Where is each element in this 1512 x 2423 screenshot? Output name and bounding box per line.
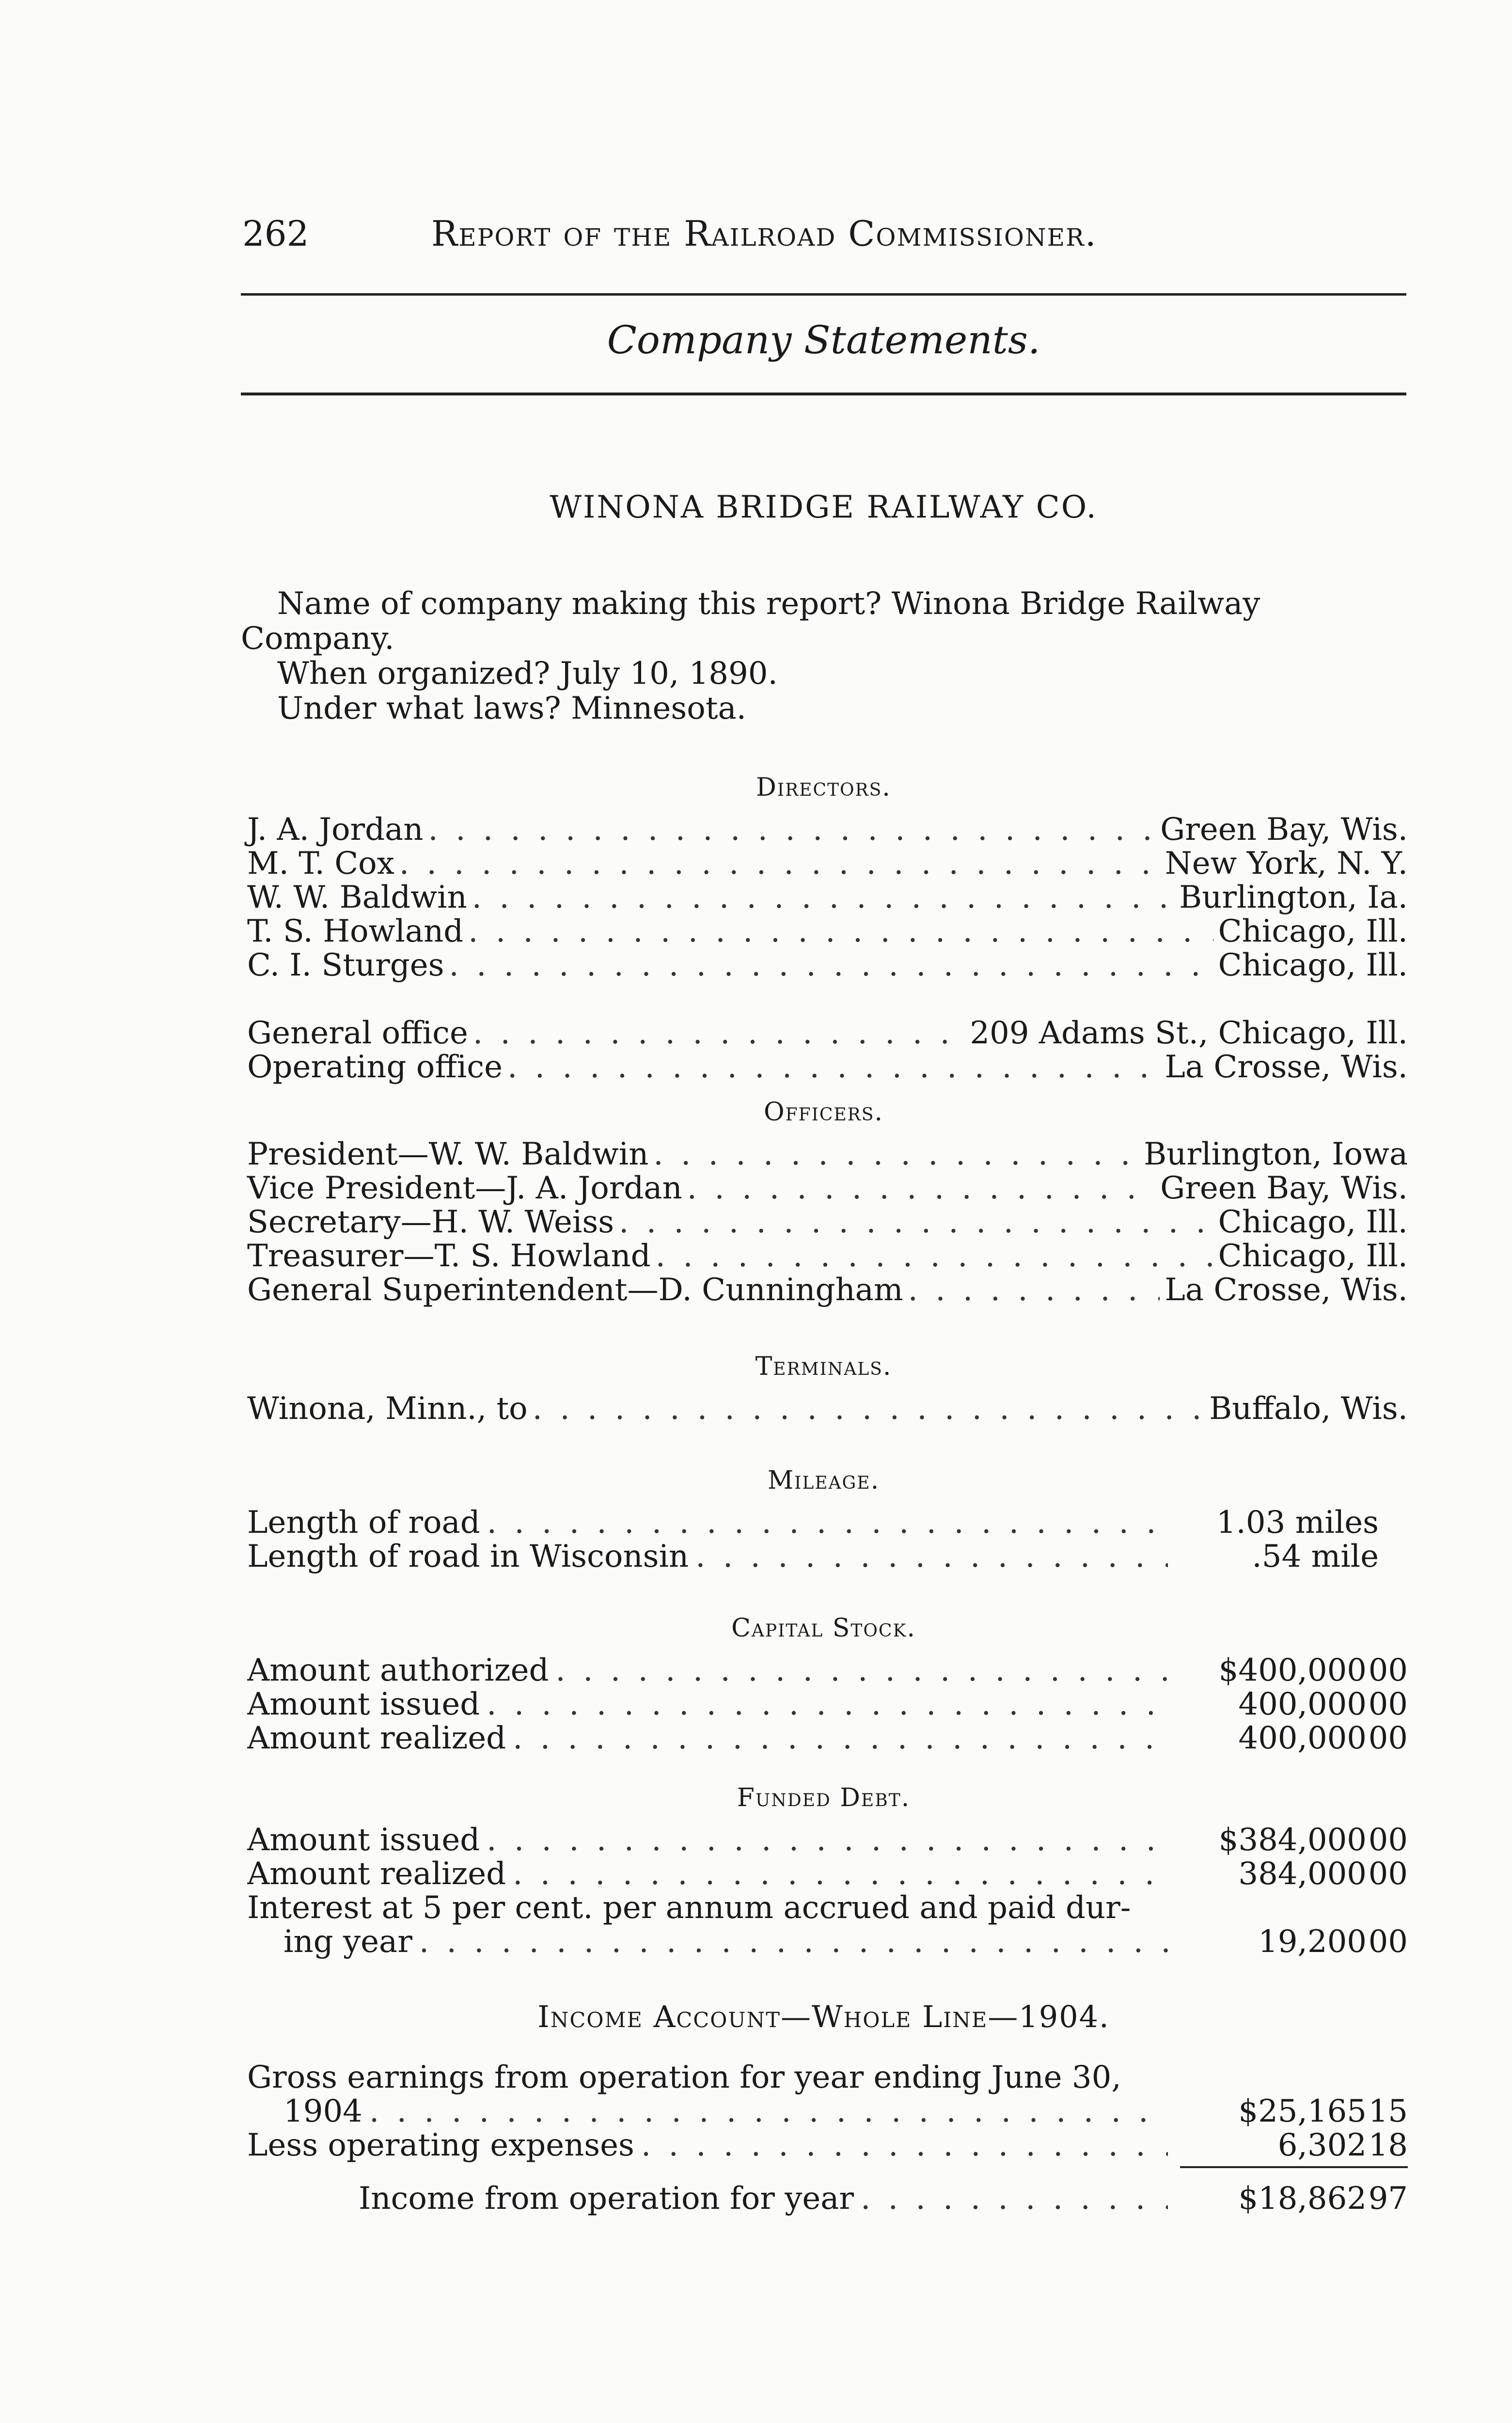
amount-label: Amount realized (247, 1720, 506, 1756)
capital-stock-row (247, 1720, 1408, 1754)
officer-row (247, 1136, 1408, 1170)
amount-cents: 00 (1368, 1652, 1408, 1688)
officer-title: General Superintendent—D. Cunningham (247, 1272, 903, 1308)
dot-leader (653, 1136, 1139, 1172)
amount-cents: 00 (1368, 1686, 1408, 1722)
report-title: Report of the Railroad Commissioner. (431, 213, 1097, 254)
capital-stock-row (247, 1652, 1408, 1686)
mileage-row (247, 1539, 1408, 1573)
dot-leader (908, 1272, 1160, 1308)
capital-stock-row (247, 1686, 1408, 1720)
officer-row (247, 1272, 1408, 1306)
terminal-to: Buffalo, Wis. (1209, 1391, 1408, 1427)
capital-stock-heading: Capital Stock. (731, 1614, 916, 1643)
amount-cents: 18 (1368, 2127, 1408, 2163)
amount-cents: 00 (1368, 1822, 1408, 1858)
intro-organized: When organized? July 10, 1890. (277, 656, 778, 692)
gross-earnings-row (247, 2093, 1408, 2127)
intro-laws: Under what laws? Minnesota. (277, 691, 746, 726)
dot-leader (513, 1720, 1168, 1756)
dot-leader (513, 1856, 1168, 1892)
intro-block (241, 586, 1406, 726)
director-row (247, 846, 1408, 880)
interest-line: Interest at 5 per cent. per annum accrued and paid dur- (247, 1890, 1131, 1926)
terminal-from: Winona, Minn., to (247, 1391, 528, 1427)
office-place: 209 Adams St., Chicago, Ill. (970, 1015, 1408, 1051)
dot-leader (468, 913, 1213, 949)
income-total-label: Income from operation for year (359, 2181, 854, 2217)
officer-place: Green Bay, Wis. (1160, 1170, 1408, 1206)
director-row (247, 812, 1408, 846)
directors-heading: Directors. (756, 773, 891, 802)
dot-leader (369, 2093, 1168, 2129)
director-row (247, 947, 1408, 981)
amount-dollars: 19,200 (1258, 1924, 1367, 1960)
dot-leader (695, 1539, 1168, 1574)
terminals-row (247, 1391, 1408, 1425)
dot-leader (487, 1686, 1168, 1722)
expenses-label: Less operating expenses (247, 2127, 634, 2163)
director-name: C. I. Sturges (247, 947, 444, 983)
gross-earnings-year: 1904 (284, 2093, 362, 2129)
mileage-value: 1.03 miles (1216, 1505, 1379, 1541)
total-rule (1180, 2166, 1408, 2168)
header-rule-top (241, 293, 1406, 296)
office-row (247, 1015, 1408, 1049)
operating-expenses-row (247, 2127, 1408, 2161)
amount-dollars: $400,000 (1218, 1652, 1367, 1688)
amount-cents: 97 (1368, 2181, 1408, 2217)
officer-title: Treasurer—T. S. Howland (247, 1238, 651, 1274)
gross-earnings-line: Gross earnings from operation for year ending June 30, (247, 2060, 1121, 2095)
director-place: Green Bay, Wis. (1160, 812, 1408, 848)
interest-row (247, 1924, 1408, 1958)
dot-leader (641, 2127, 1168, 2163)
dot-leader (507, 1049, 1160, 1085)
office-label: Operating office (247, 1049, 503, 1085)
running-header (242, 204, 1405, 257)
dot-leader (487, 1822, 1168, 1858)
director-name: M. T. Cox (247, 846, 394, 881)
funded-debt-row (247, 1822, 1408, 1856)
officer-row (247, 1204, 1408, 1238)
mileage-row (247, 1505, 1408, 1539)
intro-question-name: Name of company making this report? Winona Bridge Railway (277, 586, 1260, 622)
amount-dollars: $384,000 (1218, 1822, 1367, 1858)
amount-cents: 00 (1368, 1856, 1408, 1892)
page-number: 262 (242, 213, 309, 254)
amount-label: Amount authorized (247, 1652, 549, 1688)
director-name: W. W. Baldwin (247, 880, 467, 915)
officer-place: La Crosse, Wis. (1165, 1272, 1408, 1308)
amount-dollars: 400,000 (1238, 1686, 1367, 1722)
interest-label-cont: ing year (284, 1924, 412, 1960)
dot-leader (555, 1652, 1168, 1688)
dot-leader (473, 1015, 965, 1051)
office-label: General office (247, 1015, 468, 1051)
dot-leader (619, 1204, 1213, 1240)
officer-place: Burlington, Iowa (1144, 1136, 1408, 1172)
dot-leader (861, 2181, 1168, 2217)
intro-question-name-cont: Company. (241, 621, 394, 657)
officers-heading: Officers. (764, 1098, 883, 1127)
dot-leader (428, 812, 1155, 848)
dot-leader (419, 1924, 1168, 1960)
amount-cents: 15 (1368, 2093, 1408, 2129)
amount-label: Amount issued (247, 1822, 480, 1858)
dot-leader (472, 880, 1174, 915)
amount-dollars: $25,165 (1238, 2093, 1367, 2129)
terminals-heading: Terminals. (755, 1352, 892, 1381)
office-row (247, 1049, 1408, 1083)
income-total-row (247, 2181, 1408, 2215)
mileage-value: .54 mile (1252, 1539, 1379, 1574)
amount-label: Amount realized (247, 1856, 506, 1892)
office-place: La Crosse, Wis. (1165, 1049, 1408, 1085)
director-place: New York, N. Y. (1165, 846, 1408, 881)
amount-dollars: 400,000 (1238, 1720, 1367, 1756)
mileage-label: Length of road (247, 1505, 480, 1541)
mileage-heading: Mileage. (767, 1466, 880, 1495)
officer-row (247, 1238, 1408, 1272)
amount-dollars: 6,302 (1277, 2127, 1367, 2163)
header-rule-bottom (241, 393, 1406, 395)
officer-title: Secretary—H. W. Weiss (247, 1204, 614, 1240)
director-row (247, 880, 1408, 913)
officer-row (247, 1170, 1408, 1204)
amount-cents: 00 (1368, 1720, 1408, 1756)
income-heading: Income Account—Whole Line—1904. (537, 1999, 1110, 2034)
director-row (247, 913, 1408, 947)
funded-debt-heading: Funded Debt. (737, 1783, 911, 1812)
mileage-label: Length of road in Wisconsin (247, 1539, 689, 1574)
amount-cents: 00 (1368, 1924, 1408, 1960)
dot-leader (487, 1505, 1168, 1541)
dot-leader (449, 947, 1213, 983)
director-name: J. A. Jordan (247, 812, 424, 848)
officer-title: Vice President—J. A. Jordan (247, 1170, 682, 1206)
funded-debt-row (247, 1856, 1408, 1890)
dot-leader (656, 1238, 1213, 1274)
dot-leader (533, 1391, 1204, 1427)
amount-dollars: 384,000 (1238, 1856, 1367, 1892)
dot-leader (399, 846, 1160, 881)
officer-title: President—W. W. Baldwin (247, 1136, 649, 1172)
section-title: Company Statements. (607, 317, 1040, 362)
dot-leader (687, 1170, 1155, 1206)
company-name: WINONA BRIDGE RAILWAY CO. (550, 489, 1098, 525)
director-place: Chicago, Ill. (1218, 947, 1408, 983)
director-place: Chicago, Ill. (1218, 913, 1408, 949)
amount-label: Amount issued (247, 1686, 480, 1722)
officer-place: Chicago, Ill. (1218, 1204, 1408, 1240)
amount-dollars: $18,862 (1238, 2181, 1367, 2217)
director-place: Burlington, Ia. (1179, 880, 1408, 915)
officer-place: Chicago, Ill. (1218, 1238, 1408, 1274)
director-name: T. S. Howland (247, 913, 464, 949)
